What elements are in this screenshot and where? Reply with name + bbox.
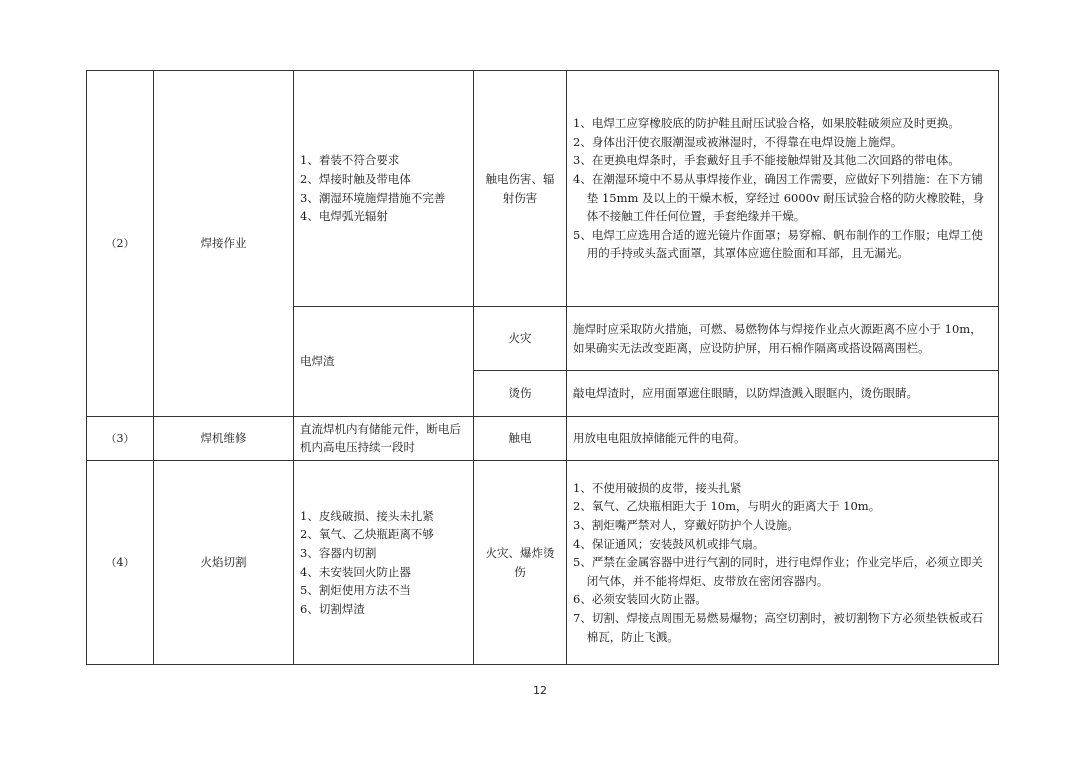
- hazard-item: 电焊渣: [300, 354, 335, 369]
- row-number: （3）: [87, 417, 154, 461]
- consequence: 烫伤: [474, 371, 567, 417]
- hazard-item: 2、氧气、乙炔瓶距离不够: [300, 527, 434, 542]
- hazard-item: 3、潮湿环境施焊措施不完善: [300, 190, 446, 205]
- consequence: 触电: [474, 417, 567, 461]
- consequence: 触电伤害、辐射伤害: [474, 71, 567, 307]
- hazard-item: 1、皮线破损、接头未扎紧: [300, 508, 434, 523]
- measure-item: 4、保证通风；安装鼓风机或排气扇。: [573, 536, 765, 551]
- hazard-item: 1、着装不符合要求: [300, 153, 400, 168]
- row-number: （4）: [87, 461, 154, 665]
- hazard-item: 4、电焊弧光辐射: [300, 209, 388, 224]
- measure-item: 1、电焊工应穿橡胶底的防护鞋且耐压试验合格，如果胶鞋破须应及时更换。: [573, 116, 960, 130]
- measure-item: 3、割炬嘴严禁对人，穿戴好防护个人设施。: [573, 517, 799, 532]
- measure-item: 3、在更换电焊条时，手套戴好且手不能接触焊钳及其他二次回路的带电体。: [573, 153, 960, 168]
- consequence: 火灾: [474, 307, 567, 371]
- hazard-item: 2、焊接时触及带电体: [300, 171, 411, 186]
- hazard-list: [294, 71, 474, 307]
- hazard-item: 4、未安装回火防止器: [300, 564, 411, 579]
- measure-list: [567, 461, 999, 665]
- hazard-text: 直流焊机内有储能元件，断电后机内高电压持续一段时: [294, 417, 474, 461]
- hazard-list: [294, 307, 474, 417]
- measure-list: [567, 71, 999, 307]
- measure-item: 5、电焊工应选用合适的遮光镜片作面罩；易穿棉、帆布制作的工作服；电焊工使用的手持或头盔式面罩，其罩体应遮住脸面和耳部，且无漏光。: [573, 227, 983, 261]
- safety-measures-table: [86, 70, 999, 665]
- measure-text: 施焊时应采取防火措施，可燃、易燃物体与焊接作业点火源距离不应小于 10m，如果确实无法改变距离，应设防护屏，用石棉作隔离或搭设隔离围栏。: [567, 307, 999, 371]
- table-row: [87, 461, 999, 665]
- hazard-item: 3、容器内切割: [300, 545, 377, 560]
- table-row: [87, 417, 999, 461]
- measure-text: 用放电电阻放掉储能元件的电荷。: [567, 417, 999, 461]
- row-number: （2）: [87, 71, 154, 417]
- measure-item: 2、氧气、乙炔瓶相距大于 10m，与明火的距离大于 10m。: [573, 499, 881, 514]
- measure-item: 4、在潮湿环境中不易从事焊接作业，确因工作需要，应做好下列措施：在下方铺垫 15mm 及以上的干燥木板，穿经过 6000v 耐压试验合格的防火橡胶鞋，身体不接触工件任何位置，手套绝缘并干燥。: [573, 171, 985, 224]
- hazard-list: [294, 461, 474, 665]
- hazard-item: 5、割炬使用方法不当: [300, 583, 411, 598]
- measure-item: 1、不使用破损的皮带，接头扎紧: [573, 480, 742, 495]
- page-number: 12: [533, 684, 547, 697]
- operation-name: 火焰切割: [154, 461, 294, 665]
- operation-name: 焊机维修: [154, 417, 294, 461]
- measure-item: 7、切割、焊接点周围无易燃易爆物；高空切割时，被切割物下方必须垫铁板或石棉瓦，防止飞溅。: [573, 611, 983, 644]
- table-row: [87, 71, 999, 307]
- consequence: 火灾、爆炸烫伤: [474, 461, 567, 665]
- measure-text: 敲电焊渣时，应用面罩遮住眼睛，以防焊渣溅入眼眶内，烫伤眼睛。: [567, 371, 999, 417]
- hazard-item: 6、切割焊渣: [300, 601, 365, 616]
- measure-item: 5、严禁在金属容器中进行气割的同时，进行电焊作业；作业完毕后，必须立即关闭气体，并不能将焊炬、皮带放在密闭容器内。: [573, 555, 983, 588]
- operation-name: 焊接作业: [154, 71, 294, 417]
- measure-item: 6、必须安装回火防止器。: [573, 592, 707, 607]
- measure-item: 2、身体出汗使衣服潮湿或被淋湿时，不得靠在电焊设施上施焊。: [573, 134, 903, 149]
